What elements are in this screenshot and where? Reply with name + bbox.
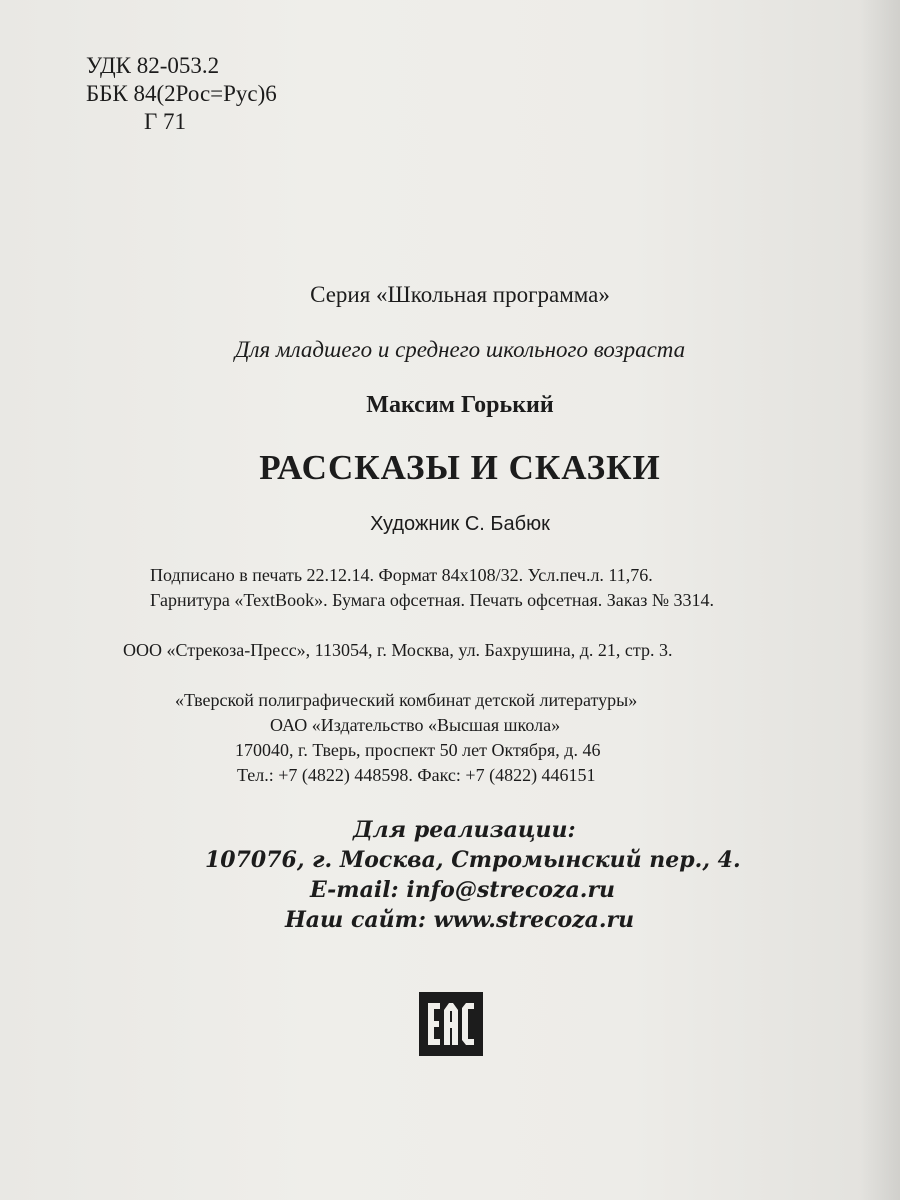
printer-line: «Тверской полиграфический комбинат детской литературы»: [175, 690, 638, 710]
audience-line: Для младшего и среднего школьного возраста: [234, 337, 686, 362]
print-info: [150, 563, 714, 613]
eac-mark-icon: [419, 992, 483, 1056]
page-edge-shadow: [860, 0, 900, 1200]
sale-address: 107076, г. Москва, Стромынский пер., 4.: [205, 847, 741, 873]
series-line: Серия «Школьная программа»: [310, 282, 610, 307]
sale-website: Наш сайт: www.strecoza.ru: [285, 907, 635, 933]
print-info-line: Гарнитура «TextBook». Бумага офсетная. Печать офсетная. Заказ № 3314.: [150, 590, 715, 610]
sale-heading: Для реализации:: [353, 817, 576, 843]
sale-info: [205, 815, 741, 935]
printer-line: Тел.: +7 (4822) 448598. Факс: +7 (4822) 446151: [237, 765, 596, 785]
printer-line: ОАО «Издательство «Высшая школа»: [270, 715, 561, 735]
bbk-code: ББК 84(2Рос=Рус)6: [86, 81, 277, 106]
author-mark: Г 71: [144, 109, 187, 134]
bleed-through: [560, 175, 571, 216]
udk-code: УДК 82-053.2: [86, 53, 220, 78]
publisher-address: ООО «Стрекоза-Пресс», 113054, г. Москва, ул. Бахрушина, д. 21, стр. 3.: [123, 640, 673, 660]
printer-line: 170040, г. Тверь, проспект 50 лет Октября, д. 46: [235, 740, 601, 760]
author-name: Максим Горький: [366, 392, 554, 418]
printer-info: [175, 688, 637, 788]
book-title: РАССКАЗЫ И СКАЗКИ: [259, 448, 661, 487]
sale-email: E-mail: info@strecoza.ru: [310, 877, 616, 903]
eac-logo-icon: [425, 1000, 477, 1048]
classification-block: [86, 52, 277, 136]
print-info-line: Подписано в печать 22.12.14. Формат 84х108/32. Усл.печ.л. 11,76.: [150, 565, 653, 585]
artist-credit: Художник С. Бабюк: [370, 513, 550, 535]
